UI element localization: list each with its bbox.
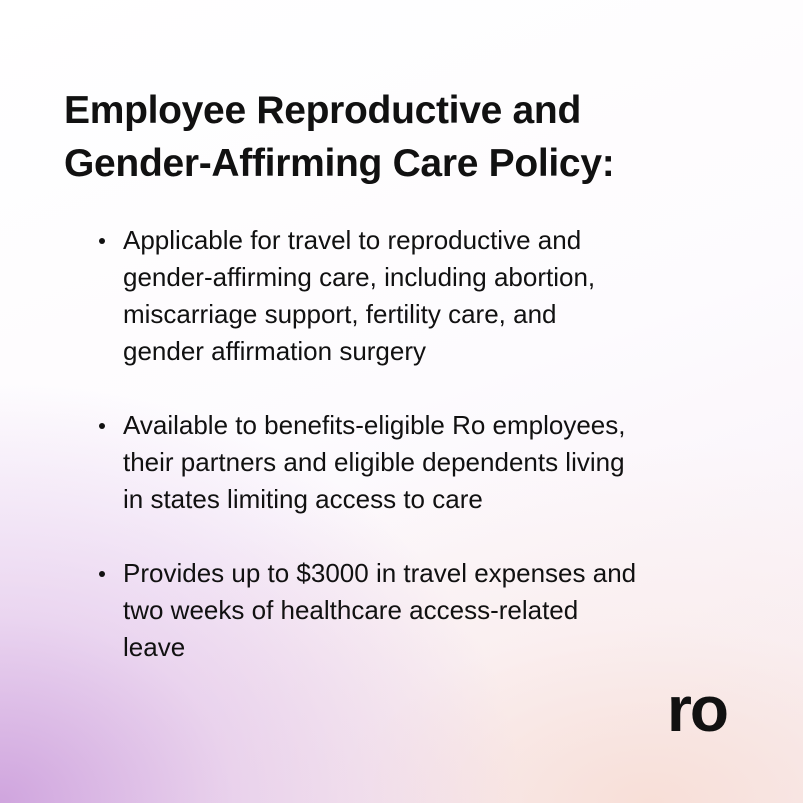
bullet-line: leave [123, 632, 186, 662]
bullet-dot-icon [99, 238, 105, 244]
bullet-line: in states limiting access to care [123, 484, 483, 514]
bullet-dot-icon [99, 423, 105, 429]
policy-bullet-list [96, 222, 756, 666]
policy-title [64, 84, 764, 190]
bullet-text [123, 555, 756, 666]
bullet-text [123, 407, 756, 518]
bullet-line: Provides up to $3000 in travel expenses and [123, 558, 637, 588]
logo-text: ro [667, 681, 727, 741]
bullet-line: miscarriage support, fertility care, and [123, 299, 557, 329]
bullet-dot-icon [99, 571, 105, 577]
bullet-item-benefits [96, 555, 756, 666]
bullet-item-applicability [96, 222, 756, 370]
bullet-line: their partners and eligible dependents living [123, 447, 625, 477]
bullet-text [123, 222, 756, 370]
bullet-line: Available to benefits-eligible Ro employees, [123, 410, 626, 440]
bullet-line: Applicable for travel to reproductive and [123, 225, 582, 255]
bullet-item-eligibility [96, 407, 756, 518]
title-line: Employee Reproductive and [64, 89, 581, 132]
bullet-line: gender affirmation surgery [123, 336, 427, 366]
bullet-line: two weeks of healthcare access-related [123, 595, 579, 625]
bullet-line: gender-affirming care, including abortion, [123, 262, 596, 292]
title-line: Gender-Affirming Care Policy: [64, 142, 615, 185]
ro-logo [657, 681, 737, 741]
